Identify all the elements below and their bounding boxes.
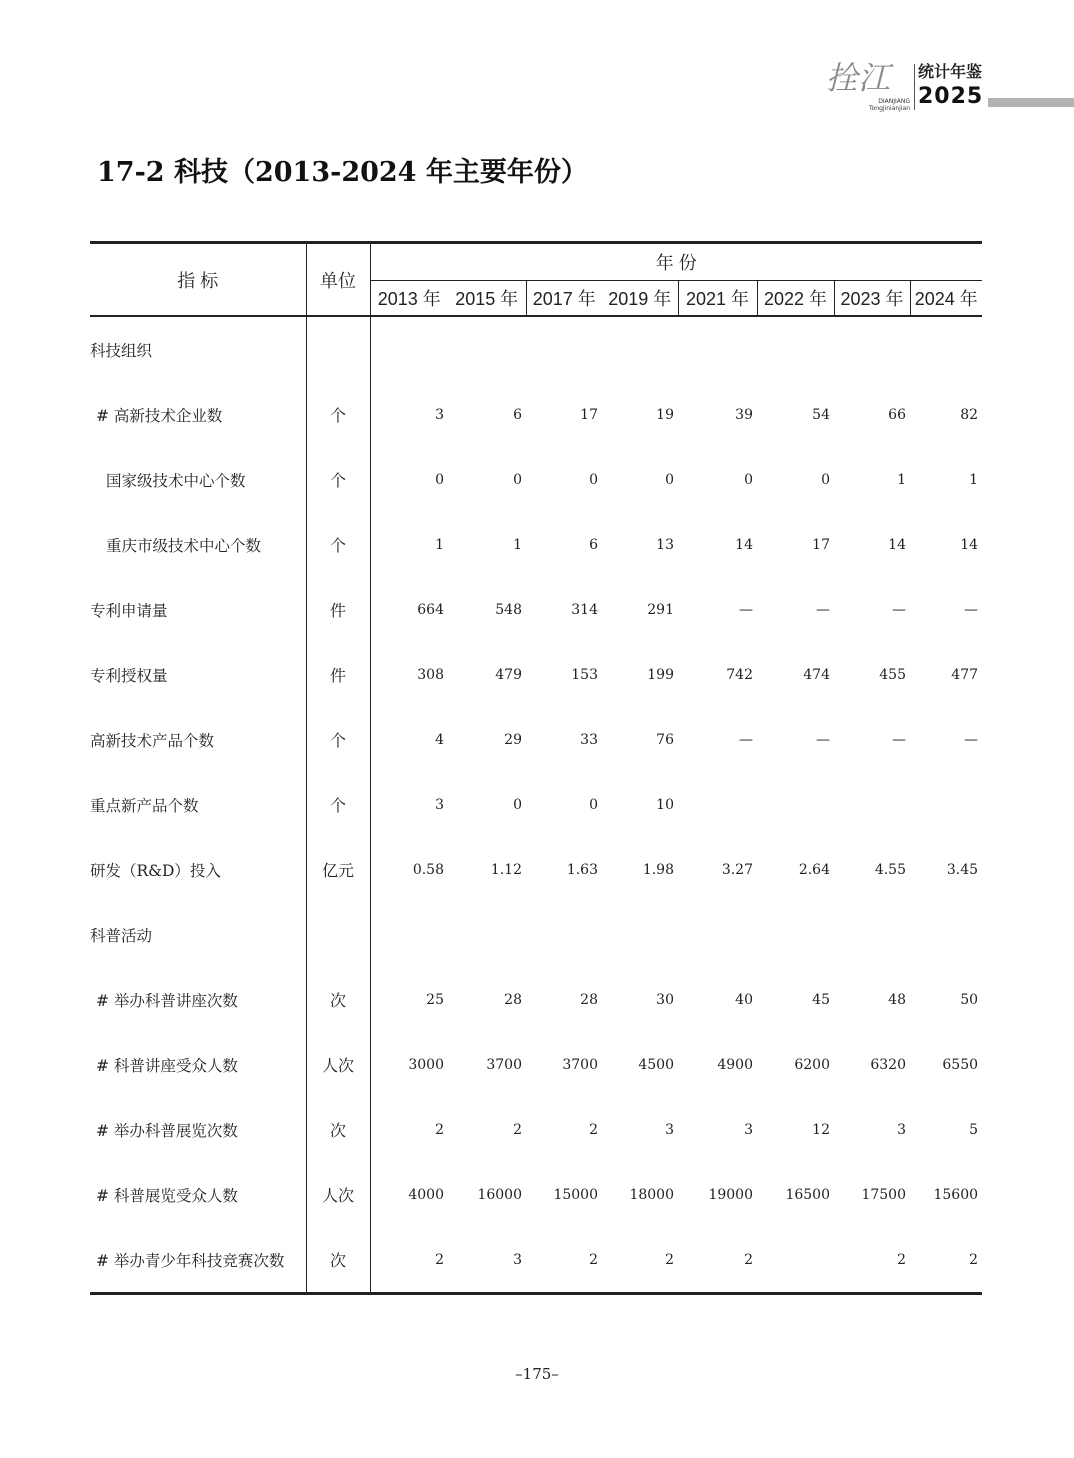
- row-value: 40: [735, 991, 753, 1008]
- row-value: 30: [656, 991, 674, 1008]
- row-value: [602, 316, 678, 382]
- row-value: [910, 316, 982, 382]
- row-value: 3000: [370, 1032, 448, 1097]
- row-value: 28: [580, 991, 598, 1008]
- row-value: 0: [744, 471, 753, 488]
- row-value: 3: [744, 1121, 753, 1138]
- row-value: 3.45: [946, 861, 979, 878]
- row-value: 4.55: [874, 861, 906, 878]
- row-indicator: # 高新技术企业数: [96, 406, 223, 425]
- row-value: [757, 316, 834, 382]
- row-value: —: [964, 731, 979, 748]
- row-value: 0: [513, 796, 522, 813]
- row-value: 474: [803, 666, 830, 683]
- table-row: [90, 447, 982, 512]
- row-value: 12: [812, 1121, 830, 1138]
- row-value: 45: [812, 991, 830, 1008]
- header-year: 2021 年: [678, 281, 757, 317]
- row-value: [370, 902, 448, 967]
- row-value: 291: [647, 601, 674, 618]
- row-value: 13: [656, 536, 674, 553]
- row-indicator: # 举办科普展览次数: [96, 1121, 238, 1140]
- logo-divider: [914, 64, 915, 110]
- row-value: 3: [370, 772, 448, 837]
- row-value: [910, 902, 982, 967]
- logo-pinyin-line: Tongjinianjian: [868, 105, 910, 112]
- logo-year: 2025: [918, 84, 984, 109]
- row-value: 479: [495, 666, 522, 683]
- row-value: [834, 772, 910, 837]
- row-value: 17500: [861, 1186, 906, 1203]
- table-row: [90, 902, 982, 967]
- row-value: 17: [580, 406, 598, 423]
- row-value: 0.58: [370, 837, 448, 902]
- row-unit: 亿元: [306, 837, 370, 902]
- row-value: 6200: [794, 1056, 830, 1073]
- row-value: 153: [571, 666, 598, 683]
- row-value: 14: [960, 536, 979, 553]
- header-year: 2022 年: [757, 281, 834, 317]
- row-value: 10: [656, 796, 674, 813]
- row-value: 2: [910, 1227, 982, 1294]
- row-indicator: 重点新产品个数: [90, 796, 199, 815]
- row-value: 48: [888, 991, 906, 1008]
- row-indicator: # 举办科普讲座次数: [96, 991, 238, 1010]
- row-value: [757, 1227, 834, 1294]
- header-year: 2015 年: [448, 281, 526, 317]
- header-bar: [988, 98, 1074, 107]
- row-value: 199: [647, 666, 674, 683]
- row-value: 6550: [942, 1056, 979, 1073]
- row-value: 3700: [486, 1056, 522, 1073]
- row-value: 66: [888, 406, 906, 423]
- row-indicator: # 科普展览受众人数: [96, 1186, 238, 1205]
- row-value: 19000: [708, 1186, 753, 1203]
- row-value: 1: [513, 536, 522, 553]
- row-value: —: [892, 601, 906, 618]
- table-row: [90, 1227, 982, 1294]
- row-value: 1: [897, 471, 906, 488]
- row-indicator: # 科普讲座受众人数: [96, 1056, 238, 1075]
- row-value: [910, 772, 982, 837]
- row-value: 2: [602, 1227, 678, 1294]
- data-table: [90, 241, 982, 1295]
- row-value: 50: [960, 991, 979, 1008]
- header-unit: 单位: [306, 243, 370, 317]
- row-value: 14: [888, 536, 906, 553]
- row-value: 4: [370, 707, 448, 772]
- row-value: 314: [571, 601, 598, 618]
- logo-calligraphy: 拴江: [826, 59, 891, 97]
- row-unit: 个: [306, 447, 370, 512]
- row-value: [526, 902, 602, 967]
- row-value: 4900: [717, 1056, 753, 1073]
- row-unit: [306, 316, 370, 382]
- row-indicator: 科普活动: [90, 926, 153, 945]
- row-value: 3700: [562, 1056, 598, 1073]
- table-row: [90, 1162, 982, 1227]
- page-title: 17-2 科技（2013-2024 年主要年份）: [97, 157, 588, 188]
- row-value: 5: [969, 1121, 979, 1138]
- row-value: 455: [879, 666, 906, 683]
- table-row: [90, 1097, 982, 1162]
- table-row: [90, 577, 982, 642]
- row-value: [448, 316, 526, 382]
- row-value: [757, 772, 834, 837]
- header-year: 2023 年: [834, 281, 910, 317]
- row-value: 477: [951, 666, 979, 683]
- row-value: 28: [504, 991, 522, 1008]
- row-value: 17: [812, 536, 830, 553]
- row-value: 308: [370, 642, 448, 707]
- row-unit: [306, 902, 370, 967]
- row-value: 3: [897, 1121, 906, 1138]
- row-value: 2: [370, 1097, 448, 1162]
- row-value: 664: [370, 577, 448, 642]
- row-unit: 件: [306, 577, 370, 642]
- row-indicator: # 举办青少年科技竞赛次数: [90, 1227, 306, 1294]
- row-value: 76: [656, 731, 674, 748]
- row-indicator: 专利申请量: [90, 601, 168, 620]
- logo-title: 统计年鉴: [918, 62, 983, 81]
- row-value: 14: [735, 536, 753, 553]
- row-unit: 人次: [306, 1162, 370, 1227]
- row-value: 1: [969, 471, 979, 488]
- header-year: 2013 年: [370, 281, 448, 317]
- row-value: [448, 902, 526, 967]
- yearbook-logo: [826, 60, 1074, 116]
- table-row: [90, 316, 982, 382]
- row-value: —: [739, 601, 753, 618]
- row-value: 54: [812, 406, 830, 423]
- row-value: 18000: [629, 1186, 674, 1203]
- row-value: —: [816, 731, 830, 748]
- row-value: [370, 316, 448, 382]
- row-indicator: 专利授权量: [90, 666, 168, 685]
- row-unit: 次: [306, 1097, 370, 1162]
- row-value: 1: [370, 512, 448, 577]
- table-row: [90, 512, 982, 577]
- row-value: 2: [513, 1121, 522, 1138]
- row-value: 0: [821, 471, 830, 488]
- row-value: —: [964, 601, 979, 618]
- row-unit: 件: [306, 642, 370, 707]
- row-value: 2: [678, 1227, 757, 1294]
- row-value: 2: [526, 1227, 602, 1294]
- row-unit: 个: [306, 772, 370, 837]
- row-value: 3.27: [721, 861, 753, 878]
- row-value: 1.12: [490, 861, 522, 878]
- row-value: 19: [656, 406, 674, 423]
- row-value: 0: [589, 796, 598, 813]
- row-value: 0: [370, 447, 448, 512]
- row-value: 0: [665, 471, 674, 488]
- row-value: 33: [580, 731, 598, 748]
- row-value: 2.64: [798, 861, 830, 878]
- row-value: 25: [370, 967, 448, 1032]
- row-value: [678, 316, 757, 382]
- row-value: 0: [589, 471, 598, 488]
- row-indicator: 高新技术产品个数: [90, 731, 215, 750]
- row-value: 3: [448, 1227, 526, 1294]
- row-value: 15000: [553, 1186, 598, 1203]
- row-value: [602, 902, 678, 967]
- row-value: 1.98: [642, 861, 674, 878]
- row-value: 2: [834, 1227, 910, 1294]
- row-value: 4500: [638, 1056, 674, 1073]
- row-value: [678, 902, 757, 967]
- row-value: 15600: [933, 1186, 979, 1203]
- row-unit: 次: [306, 1227, 370, 1294]
- row-value: —: [739, 731, 753, 748]
- row-indicator: 国家级技术中心个数: [106, 471, 246, 490]
- row-value: 2: [589, 1121, 598, 1138]
- row-value: —: [816, 601, 830, 618]
- row-unit: 个: [306, 707, 370, 772]
- row-value: 1.63: [566, 861, 598, 878]
- row-value: 6320: [870, 1056, 906, 1073]
- table-row: [90, 707, 982, 772]
- row-value: 6: [513, 406, 522, 423]
- row-value: 6: [589, 536, 598, 553]
- row-value: 82: [960, 406, 979, 423]
- row-value: 742: [726, 666, 753, 683]
- table-row: [90, 837, 982, 902]
- table-row: [90, 967, 982, 1032]
- row-value: 4000: [370, 1162, 448, 1227]
- row-indicator: 重庆市级技术中心个数: [106, 536, 262, 555]
- row-unit: 个: [306, 382, 370, 447]
- row-indicator: 研发（R&D）投入: [90, 861, 221, 880]
- row-value: [526, 316, 602, 382]
- header-years-group: 年 份: [370, 243, 982, 281]
- header-indicator: 指 标: [90, 243, 306, 317]
- table-row: [90, 642, 982, 707]
- row-value: 29: [504, 731, 522, 748]
- logo-pinyin-line: DIANJIANG: [878, 98, 910, 105]
- header-year: 2024 年: [910, 281, 982, 317]
- header-year: 2017 年: [526, 281, 602, 317]
- row-unit: 次: [306, 967, 370, 1032]
- page-number: –175–: [515, 1365, 559, 1383]
- row-indicator: 科技组织: [90, 341, 153, 360]
- row-value: 16500: [785, 1186, 830, 1203]
- table-row: [90, 382, 982, 447]
- logo-pinyin: [860, 98, 910, 112]
- row-value: 2: [370, 1227, 448, 1294]
- row-value: 39: [735, 406, 753, 423]
- row-value: 3: [665, 1121, 674, 1138]
- row-unit: 人次: [306, 1032, 370, 1097]
- table-row: [90, 772, 982, 837]
- table-row: [90, 1032, 982, 1097]
- row-value: [834, 316, 910, 382]
- row-unit: 个: [306, 512, 370, 577]
- row-value: [757, 902, 834, 967]
- row-value: 16000: [477, 1186, 522, 1203]
- row-value: —: [892, 731, 906, 748]
- header-year: 2019 年: [602, 281, 678, 317]
- row-value: [834, 902, 910, 967]
- row-value: 3: [370, 382, 448, 447]
- row-value: 0: [513, 471, 522, 488]
- row-value: 548: [495, 601, 522, 618]
- row-value: [678, 772, 757, 837]
